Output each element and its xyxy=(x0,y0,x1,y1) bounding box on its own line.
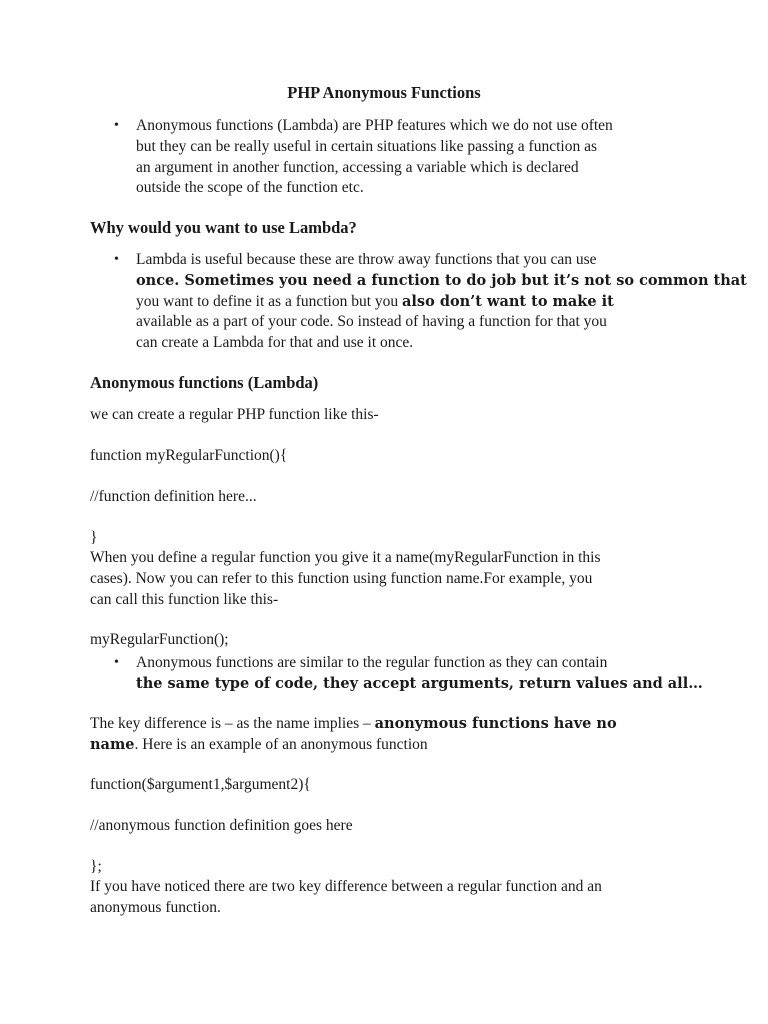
paragraph-regular: we can create a regular PHP function like this- xyxy=(90,406,379,423)
intro-bullet-text xyxy=(136,116,691,199)
similar-bullet-text xyxy=(136,653,703,695)
code-anon-close: }; xyxy=(90,858,102,875)
text-line xyxy=(90,735,690,756)
text-segment: you want to define it as a function but you xyxy=(136,292,403,310)
why-bullet-text xyxy=(136,250,747,354)
bullet-icon: • xyxy=(114,655,119,670)
text-segment-bold: name xyxy=(90,735,135,753)
section-heading-why: Why would you want to use Lambda? xyxy=(90,218,357,237)
text-line: available as a part of your code. So instead of having a function for that you xyxy=(136,313,607,331)
code-anon-open: function($argument1,$argument2){ xyxy=(90,776,311,793)
text-segment-bold: anonymous functions have no xyxy=(374,715,617,732)
paragraph-define xyxy=(90,548,690,610)
paragraph-noticed xyxy=(90,877,690,919)
text-line: cases). Now you can refer to this function using function name.For example, you xyxy=(90,569,593,587)
text-line xyxy=(136,292,691,313)
page-title: PHP Anonymous Functions xyxy=(287,83,481,102)
code-call: myRegularFunction(); xyxy=(90,631,229,648)
paragraph-key-difference xyxy=(90,714,690,756)
text-line: anonymous function. xyxy=(90,898,221,916)
text-line: an argument in another function, accessing a variable which is declared xyxy=(136,158,579,176)
text-segment-bold: also don’t want to make it xyxy=(402,292,614,310)
text-line-bold: the same type of code, they accept arguments, return values and all… xyxy=(136,674,703,692)
text-line: Anonymous functions are similar to the regular function as they can contain xyxy=(136,654,608,671)
text-line: outside the scope of the function etc. xyxy=(136,179,364,197)
code-regular-comment: //function definition here... xyxy=(90,488,257,505)
text-segment: . Here is an example of an anonymous function xyxy=(134,735,428,753)
code-regular-open: function myRegularFunction(){ xyxy=(90,447,288,464)
text-line: If you have noticed there are two key difference between a regular function and an xyxy=(90,878,602,895)
text-line: Lambda is useful because these are throw away functions that you can use xyxy=(136,251,597,268)
text-segment: The key difference is – as the name implies – xyxy=(90,715,375,732)
bullet-icon: • xyxy=(114,118,119,133)
text-line: can create a Lambda for that and use it once. xyxy=(136,334,414,352)
text-line: When you define a regular function you give it a name(myRegularFunction in this xyxy=(90,549,601,566)
bullet-icon: • xyxy=(114,252,119,267)
code-anon-comment: //anonymous function definition goes here xyxy=(90,817,353,834)
section-heading-anonymous: Anonymous functions (Lambda) xyxy=(90,373,319,392)
code-regular-close: } xyxy=(90,529,98,546)
text-line: Anonymous functions (Lambda) are PHP features which we do not use often xyxy=(136,117,613,134)
text-line-bold: once. Sometimes you need a function to do job but it’s not so common that xyxy=(136,271,747,289)
text-line: but they can be really useful in certain situations like passing a function as xyxy=(136,137,597,155)
text-line: can call this function like this- xyxy=(90,590,279,608)
text-line xyxy=(90,714,690,735)
